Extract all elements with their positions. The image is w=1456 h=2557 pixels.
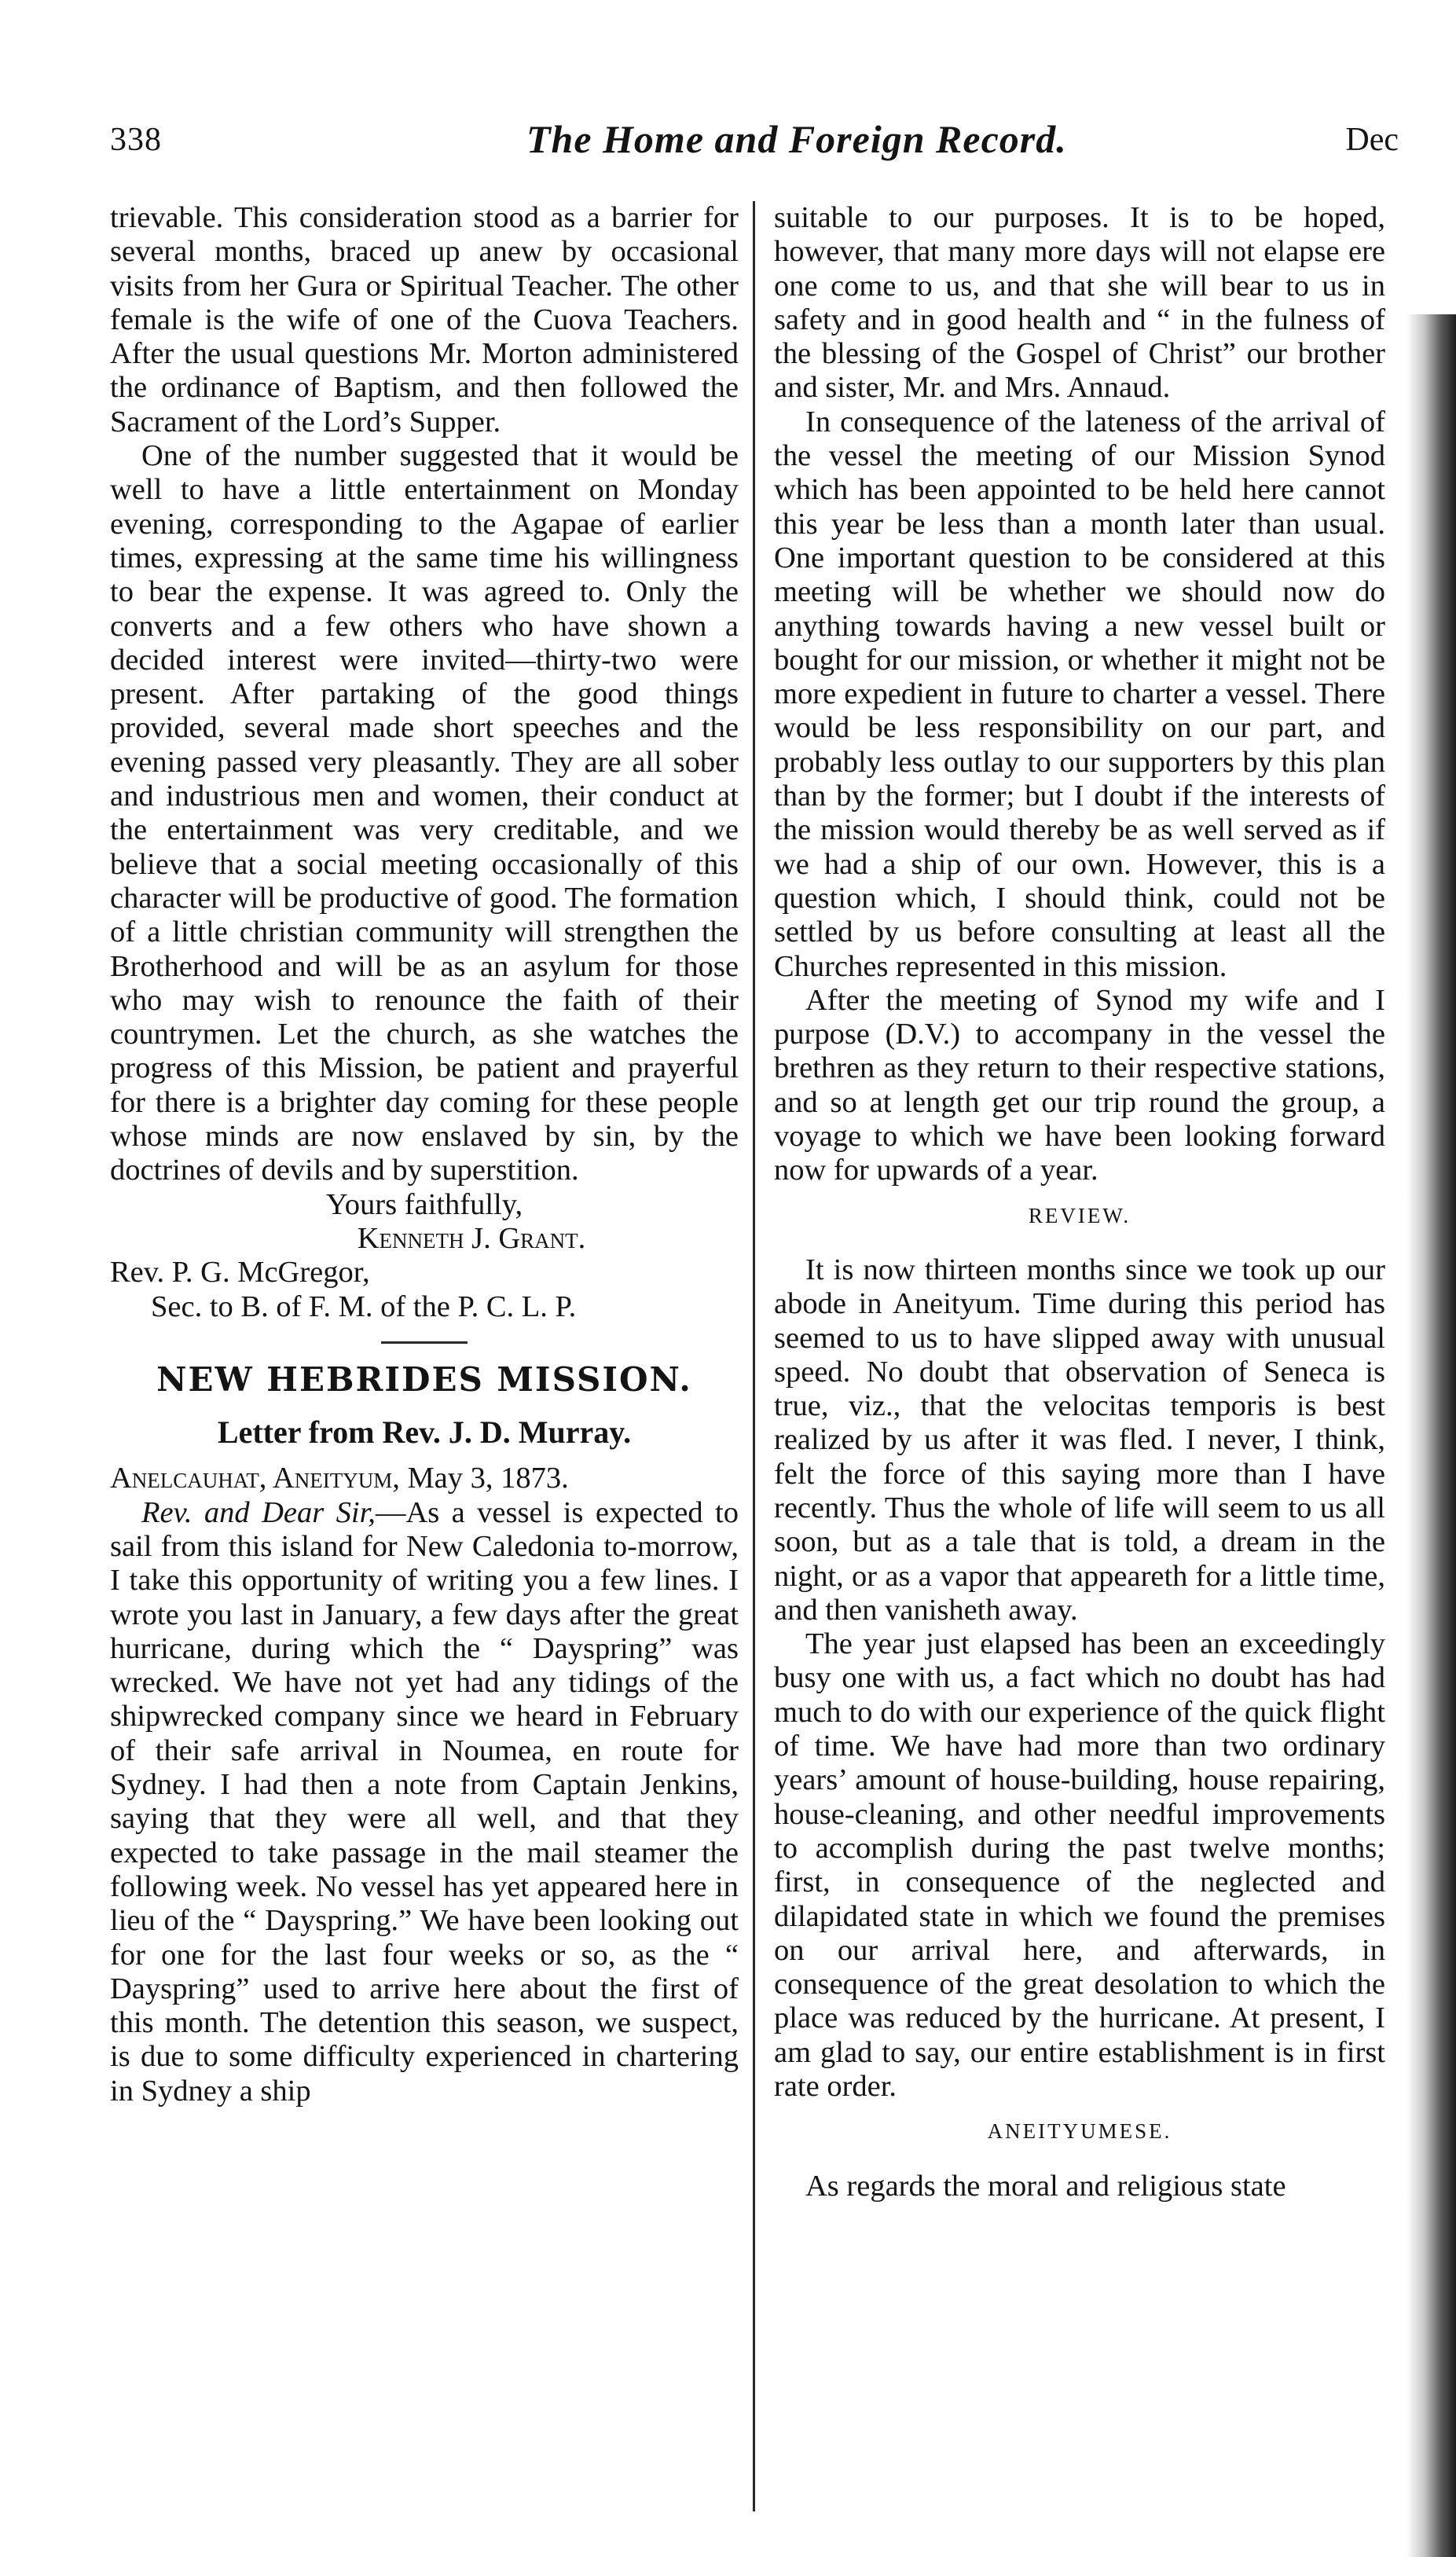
right-paragraph-3: After the meeting of Synod my wife and I purpose (D.V.) to accompany in the vessel the brethren as they return to their respective stations, and so at length get our trip round the group, a voyage to which we have been looking forward now for upwards of a year.: [774, 983, 1385, 1187]
left-paragraph-2: One of the number suggested that it would be well to have a little entertainment on Monday evening, corresponding to the Agapae of earlier times, expressing at the same time his willingness to bear the expense. It was agreed to. Only the converts and a few others who have shown a decided interest were invited—thirty-two were present. After partaking of the good things provided, several made short speeches and the evening passed very pleasantly. They are all sober and industrious men and women, their conduct at the entertainment was very creditable, and we believe that a social meeting occasionally of this character will be productive of good. The formation of a little christian community will strengthen the Brotherhood and will be as an asylum for those who may wish to renounce the faith of their countrymen. Let the church, as she watches the progress of this Mission, be patient and prayerful for there is a brighter day coming for these people whose minds are now enslaved by sin, by the doctrines of devils and by superstition.: [110, 439, 739, 1187]
aneityumese-heading: ANEITYUMESE.: [987, 2119, 1172, 2144]
right-paragraph-4: It is now thirteen months since we took up our abode in Aneityum. Time during this period has seemed to us to have slipped away with unusual speed. No doubt that observation of Seneca is true, viz., that the velocitas temporis is best realized by us after it was fled. I never, I think, felt the force of this saying more than I have recently. Thus the whole of life will seem to us all soon, but as a tale that is told, a dream in the night, or as a vapor that appeareth for a little time, and then vanisheth away.: [774, 1253, 1385, 1627]
dateline-place: Anelcauhat, Aneityum,: [110, 1462, 400, 1495]
right-paragraph-2: In consequence of the lateness of the arrival of the vessel the meeting of our Mission Synod which has been appointed to be held here cannot this year be less than a month later than usual. One important question to be considered at this meeting will be whether we should now do anything towards having a new vessel built or bought for our mission, or whether it might not be more expedient in future to charter a vessel. There would be less responsibility on our part, and probably less outlay to our supporters by this plan than by the former; but I doubt if the interests of the mission would thereby be as well served as if we had a ship of our own. However, this is a question which, I should think, could not be settled by us before consulting at least all the Churches represented in this mission.: [774, 405, 1385, 983]
right-column: [774, 201, 1385, 2203]
right-paragraph-6: As regards the moral and religious state: [805, 2169, 1286, 2203]
section-divider: [381, 1341, 468, 1344]
running-title: The Home and Foreign Record.: [526, 117, 1067, 161]
page-binding-edge: [1406, 314, 1456, 2557]
addressee-name: Rev. P. G. McGregor,: [110, 1256, 370, 1290]
letter-closing: Yours faithfully,: [325, 1187, 523, 1221]
page-number: 338: [110, 122, 162, 158]
dateline-date: May 3, 1873.: [399, 1462, 569, 1495]
letter-heading: Letter from Rev. J. D. Murray.: [217, 1414, 632, 1451]
right-paragraph-1: suitable to our purposes. It is to be hoped, however, that many more days will not elapse ere one come to us, and that she will bear to us in safety and in good health and “ in the fulness of the blessing of the Gospel of Christ” our brother and sister, Mr. and Mrs. Annaud.: [774, 201, 1385, 405]
left-paragraph-3: [110, 1496, 739, 2108]
left-column: [110, 201, 739, 2108]
letter-salutation: Rev. and Dear Sir,: [141, 1495, 376, 1529]
left-paragraph-3-text: —As a vessel is expected to sail from this island for New Caledonia to-morrow, I take this opportunity of writing you a few lines. I wrote you last in January, a few days after the great hurricane, during which the “ Dayspring” was wrecked. We have not yet had any tidings of the shipwrecked company since we heard in February of their safe arrival in Noumea, en route for Sydney. I had then a note from Captain Jenkins, saying that they were all well, and that they expected to take passage in the mail steamer the following week. No vessel has yet appeared here in lieu of the “ Dayspring.” We have been looking out for one for the last four weeks or so, as the “ Dayspring” used to arrive here about the first of this month. The detention this season, we suspect, is due to some difficulty experienced in chartering in Sydney a ship: [110, 1495, 739, 2108]
page-header: [110, 116, 1399, 171]
section-heading: NEW HEBRIDES MISSION.: [156, 1359, 692, 1399]
header-month: Dec: [1345, 122, 1399, 158]
letter-signature: Kenneth J. Grant.: [357, 1221, 586, 1255]
right-paragraph-5: The year just elapsed has been an exceedingly busy one with us, a fact which no doubt has had much to do with our experience of the quick flight of time. We have had more than two ordinary years’ amount of house-building, house repairing, house-cleaning, and other needful improvements to accomplish during the past twelve months; first, in consequence of the neglected and dilapidated state in which we found the premises on our arrival here, and afterwards, in consequence of the great desolation to which the place was reduced by the hurricane. At present, I am glad to say, our entire establishment is in first rate order.: [774, 1627, 1385, 2104]
dateline: [110, 1462, 739, 1495]
addressee-title: Sec. to B. of F. M. of the P. C. L. P.: [151, 1290, 577, 1323]
column-divider: [753, 201, 755, 2511]
left-paragraph-1: trievable. This consideration stood as a barrier for several months, braced up anew by occasional visits from her Gura or Spiritual Teacher. The other female is the wife of one of the Cuova Teachers. After the usual questions Mr. Morton administered the ordinance of Baptism, and then followed the Sacrament of the Lord’s Supper.: [110, 201, 739, 438]
review-heading: REVIEW.: [1028, 1203, 1131, 1227]
